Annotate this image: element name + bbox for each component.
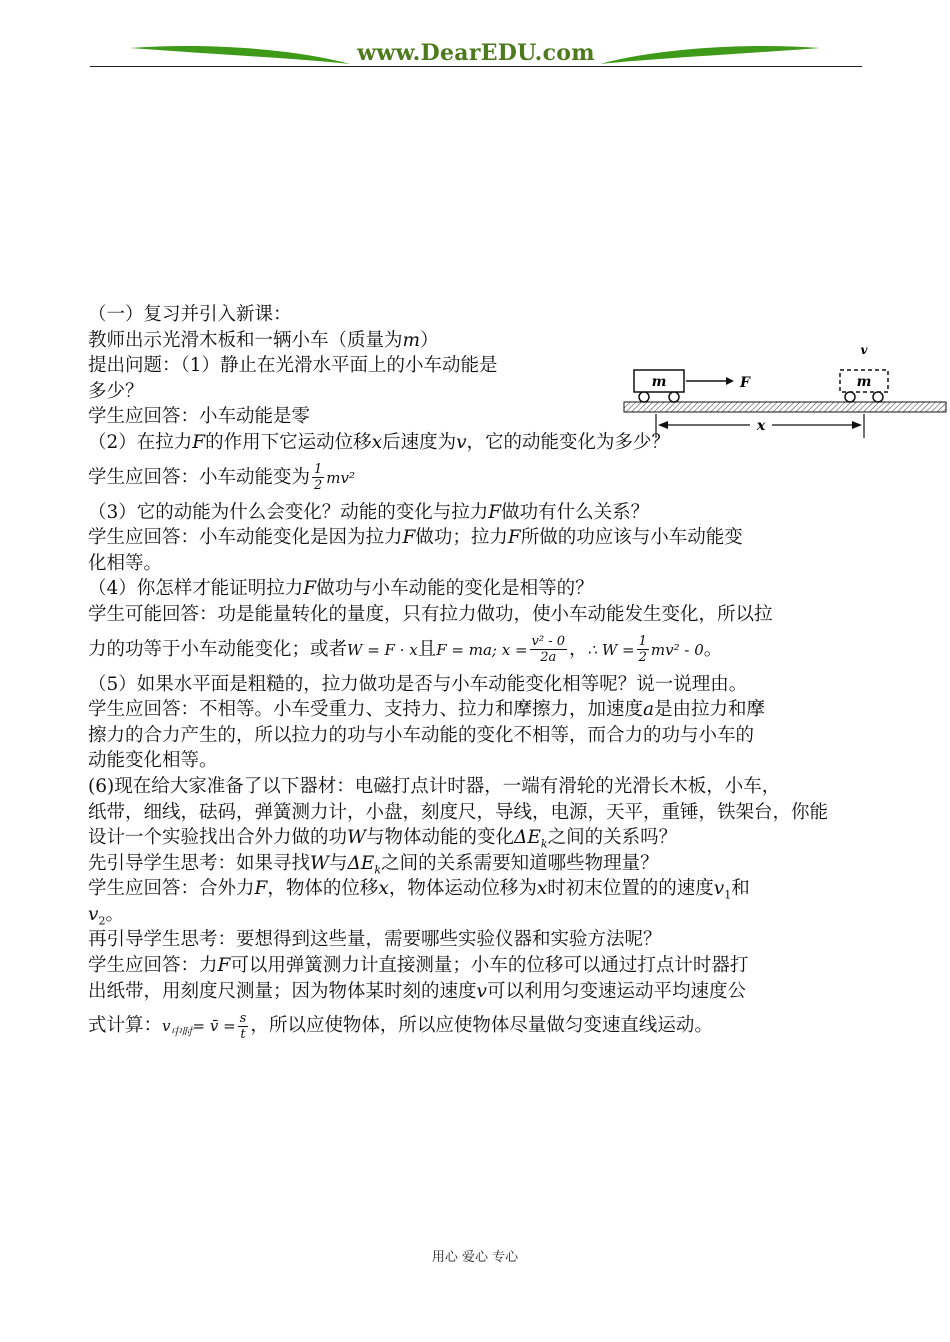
text-line: 学生可能回答：功是能量转化的量度，只有拉力做功，使小车动能发生变化，所以拉 bbox=[88, 603, 773, 625]
text-line: 力的功等于小车动能变化；或者W = F · x且F = ma; x = $\frac{\text{v² - 0}}{2a}$ ，∴ W = $\frac{1}{2}$ mv² - 0。 bbox=[88, 634, 723, 666]
text-line: 学生应回答：不相等。小车受重力、支持力、拉力和摩擦力，加速度a是由拉力和摩 bbox=[88, 699, 766, 721]
text-line: 学生应回答：小车动能变化是因为拉力F做功；拉力F所做的功应该与小车动能变 bbox=[88, 527, 743, 549]
text-line: 学生应回答：小车动能变为 $\frac{1}{2}$ mv² bbox=[88, 462, 356, 494]
cart-right-mass-label: m bbox=[856, 374, 872, 390]
text-line: 先引导学生思考：如果寻找W与$\Delta E_k$之间的关系需要知道哪些物理量？ bbox=[88, 852, 659, 877]
text-line: 学生应回答：小车动能是零 bbox=[88, 406, 311, 428]
text-line: 再引导学生思考：要想得到这些量，需要哪些实验仪器和实验方法呢？ bbox=[88, 929, 662, 951]
text-line: 教师出示光滑木板和一辆小车（质量为m） bbox=[88, 329, 439, 351]
text-line: （5）如果水平面是粗糙的，拉力做功是否与小车动能变化相等呢？说一说理由。 bbox=[88, 673, 748, 695]
text-line: 多少？ bbox=[88, 380, 144, 402]
text-line: 提出问题：（1）静止在光滑水平面上的小车动能是 bbox=[88, 355, 498, 377]
text-line: 学生应回答：力F可以用弹簧测力计直接测量；小车的位移可以通过打点计时器打 bbox=[88, 955, 749, 977]
cart-mass-label: m bbox=[651, 374, 667, 390]
fraction: $\frac{1}{2}$ bbox=[314, 462, 323, 494]
displacement-label: x bbox=[756, 418, 766, 434]
text-line: $v_2$。 bbox=[88, 903, 124, 928]
text-line: 纸带，细线，砝码，弹簧测力计，小盘，刻度尺，导线，电源，天平，重锤，铁架台，你能 bbox=[88, 801, 829, 823]
page-footer: 用心 爱心 专心 bbox=[431, 1250, 519, 1265]
force-label: F bbox=[740, 375, 750, 391]
header-rule bbox=[90, 66, 862, 67]
text-line: 擦力的合力产生的，所以拉力的功与小车动能的变化不相等，而合力的功与小车的 bbox=[88, 724, 755, 746]
text-line: （3）它的动能为什么会变化？动能的变化与拉力F做功有什么关系？ bbox=[88, 501, 650, 523]
page-header bbox=[90, 38, 862, 74]
site-logo: www.DearEDU.com bbox=[357, 40, 595, 66]
text-line: 出纸带，用刻度尺测量；因为物体某时刻的速度v可以利用匀变速运动平均速度公 bbox=[88, 980, 746, 1002]
fraction: $\frac{\text{v² - 0}}{2a}$ bbox=[531, 634, 566, 666]
fraction: $\frac{s}{t}$ bbox=[239, 1010, 247, 1042]
text-line: (6)现在给大家准备了以下器材：电磁打点计时器，一端有滑轮的光滑长木板，小车， bbox=[88, 775, 781, 797]
text-line: （4）你怎样才能证明拉力F做功与小车动能的变化是相等的？ bbox=[88, 578, 594, 600]
fraction: $\frac{1}{2}$ bbox=[638, 634, 647, 666]
text-line: （2）在拉力F的作用下它运动位移x后速度为v，它的动能变化为多少？ bbox=[88, 431, 671, 453]
text-line: 学生应回答：合外力F，物体的位移x，物体运动位移为x时初末位置的的速度$v_1$和 bbox=[88, 878, 750, 902]
section-heading: （一）复习并引入新课： bbox=[88, 304, 292, 325]
text-line: 化相等。 bbox=[88, 552, 163, 574]
velocity-label: v bbox=[860, 343, 868, 357]
text-line: 式计算：$v_{中时}=$ v̄ = $\frac{s}{t}$ ，所以应使物体，所以应使物体尽量做匀变速直线运动。 bbox=[88, 1010, 713, 1042]
text-line: 设计一个实验找出合外力做的功W与物体动能的变化$\Delta E_k$之间的关系吗？ bbox=[88, 827, 678, 851]
text-line: 动能变化相等。 bbox=[88, 750, 218, 772]
document-body bbox=[88, 302, 866, 1048]
